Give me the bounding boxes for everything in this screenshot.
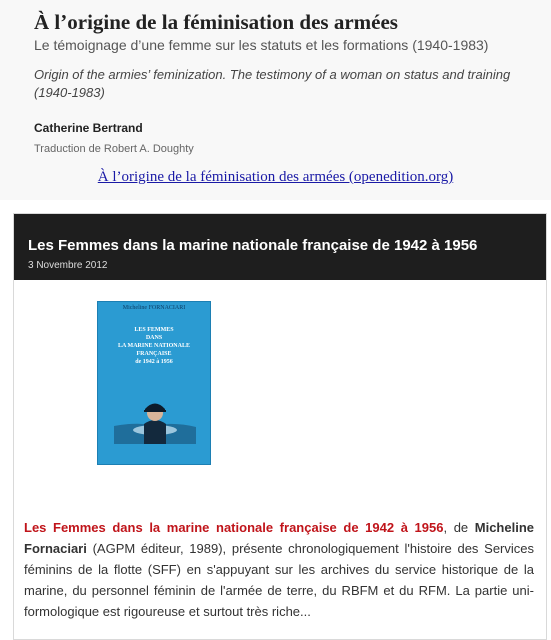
article-subtitle: Le témoignage d’une femme sur les statuts et les formations (1940-1983) (34, 37, 489, 53)
description-text: , de (443, 520, 475, 535)
cover-title-line: LES FEMMES (134, 327, 174, 333)
book-title-link[interactable]: Les Femmes dans la marine nationale française de 1942 à 1956 (24, 520, 444, 535)
source-link[interactable]: À l’origine de la féminisation des armées (openedition.org) (97, 169, 454, 185)
cover-title-line: FRANÇAISE (136, 351, 172, 357)
book-cover-image[interactable] (97, 301, 211, 465)
book-author: Micheline Fornaciari (24, 520, 535, 556)
cover-author: Micheline FORNACIARI (122, 305, 186, 311)
post-date: 3 Novembre 2012 (28, 260, 108, 271)
article-translated-title: Origin of the armies’ feminization. The testimony of a woman on status and training (1940-1983) (34, 67, 511, 100)
cover-title-line: de 1942 à 1956 (135, 359, 173, 365)
cover-sailor-photo (114, 400, 196, 444)
post-title[interactable]: Les Femmes dans la marine nationale française de 1942 à 1956 (28, 237, 478, 254)
cover-title (98, 326, 210, 366)
cover-title-line: LA MARINE NATIONALE (118, 343, 190, 349)
article-title: À l’origine de la féminisation des armées (34, 10, 398, 34)
post-header (14, 214, 546, 280)
description-text: (AGPM éditeur, 1989), présente chronologiquement l'histoire des Services féminins de la flotte (SFF) en s'appuyant sur les archives du service historique de la marine, du personnel féminin de l'armée de terre, du RBFM et du RFM. La partie uni-formologique est rigoureuse et surtout très riche... (24, 541, 534, 619)
blog-post-card (13, 213, 547, 640)
cover-title-line: DANS (145, 335, 163, 341)
article-translator: Traduction de Robert A. Doughty (34, 143, 194, 155)
article-author: Catherine Bertrand (34, 121, 143, 135)
post-description (24, 517, 534, 622)
